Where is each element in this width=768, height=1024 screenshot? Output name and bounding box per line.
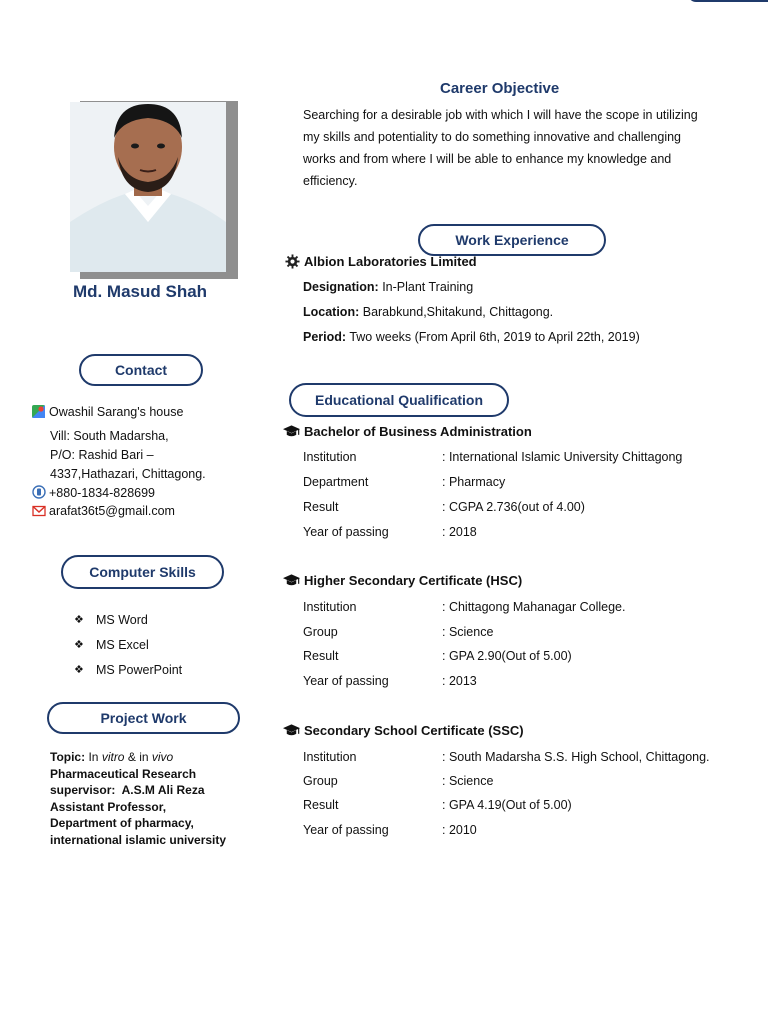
contact-house: Owashil Sarang's house (49, 405, 184, 419)
education-row-label: Result (303, 649, 339, 663)
education-row-value: : 2013 (442, 674, 477, 688)
education-row-label: Result (303, 798, 339, 812)
education-row-value: : South Madarsha S.S. High School, Chittagong. (442, 750, 710, 764)
education-row-label: Result (303, 500, 339, 514)
career-objective-text (303, 104, 733, 192)
contact-po: P/O: Rashid Bari – (50, 448, 154, 462)
profile-name: Md. Masud Shah (72, 282, 208, 301)
education-title: Bachelor of Business Administration (304, 424, 532, 439)
email-icon (32, 505, 45, 518)
contact-email-row (32, 504, 175, 518)
project-details (50, 749, 250, 848)
project-line: Department of pharmacy, (50, 816, 194, 830)
corner-tab (688, 0, 768, 2)
computer-skills-heading: Computer Skills (61, 555, 224, 589)
education-title-row (283, 424, 532, 439)
project-line: Pharmaceutical Research (50, 766, 197, 781)
bullet-icon: ❖ (74, 639, 84, 651)
education-row-label: Department (303, 475, 369, 489)
education-row-label: Institution (303, 600, 357, 614)
work-experience-heading: Work Experience (418, 224, 606, 256)
education-title: Higher Secondary Certificate (HSC) (304, 573, 523, 588)
contact-postcode: 4337,Hathazari, Chittagong. (50, 467, 206, 481)
skills-list (74, 607, 182, 682)
career-line: works and from where I will be able to enhance my knowledge and (303, 152, 672, 166)
skill-label: MS PowerPoint (96, 662, 183, 677)
education-row-value: : 2010 (442, 823, 477, 837)
education-row-label: Year of passing (303, 823, 389, 837)
education-row-value: : Chittagong Mahanagar College. (442, 600, 626, 614)
career-line: efficiency. (303, 174, 358, 188)
career-line: my skills and potentiality to do something innovative and challenging (303, 130, 682, 144)
contact-phone: +880-1834-828699 (49, 486, 155, 500)
education-title-row (283, 573, 522, 588)
education-row-label: Group (303, 625, 338, 639)
education-row-label: Institution (303, 450, 357, 464)
contact-phone-row (32, 485, 155, 500)
education-row-value: : Science (442, 625, 494, 639)
project-topic: Topic: In vitro & in vivo (50, 750, 174, 764)
project-line: Assistant Professor, (50, 799, 167, 814)
skill-item (74, 632, 182, 657)
education-row-value: : Pharmacy (442, 475, 506, 489)
map-pin-icon (32, 405, 45, 418)
bullet-icon: ❖ (74, 614, 84, 626)
education-title-row (283, 723, 524, 738)
education-row-label: Year of passing (303, 674, 389, 688)
education-row-value: : Science (442, 774, 494, 788)
profile-photo (70, 102, 226, 272)
skill-item (74, 657, 182, 682)
work-company: Albion Laboratories Limited (304, 254, 477, 269)
career-line: Searching for a desirable job with which I will have the scope in utilizing (303, 108, 698, 122)
education-title: Secondary School Certificate (SSC) (304, 723, 524, 738)
education-row-label: Group (303, 774, 338, 788)
skill-item (74, 607, 182, 632)
work-company-row (285, 254, 477, 269)
education-row-label: Institution (303, 750, 357, 764)
gear-icon (285, 254, 300, 269)
work-location: Location: Barabkund,Shitakund, Chittagong. (303, 305, 554, 319)
education-heading: Educational Qualification (289, 383, 509, 417)
graduation-cap-icon (283, 574, 300, 588)
phone-icon (32, 485, 45, 498)
education-row-label: Year of passing (303, 525, 389, 539)
contact-house-row (32, 405, 183, 419)
work-period: Period: Two weeks (From April 6th, 2019 to April 22th, 2019) (303, 330, 640, 344)
bullet-icon: ❖ (74, 664, 84, 676)
career-objective-heading: Career Objective (440, 80, 560, 97)
contact-vill: Vill: South Madarsha, (50, 429, 169, 443)
education-row-value: : GPA 4.19(Out of 5.00) (442, 798, 572, 812)
education-row-value: : GPA 2.90(Out of 5.00) (442, 649, 572, 663)
skill-label: MS Word (96, 612, 148, 627)
project-line: international islamic university (50, 832, 227, 847)
work-designation: Designation: In-Plant Training (303, 280, 474, 294)
education-row-value: : International Islamic University Chittagong (442, 450, 683, 464)
education-row-value: : 2018 (442, 525, 477, 539)
contact-email[interactable]: arafat36t5@gmail.com (49, 504, 175, 518)
graduation-cap-icon (283, 724, 300, 738)
graduation-cap-icon (283, 425, 300, 439)
contact-heading: Contact (79, 354, 203, 386)
skill-label: MS Excel (96, 637, 149, 652)
project-work-heading: Project Work (47, 702, 240, 734)
education-row-value: : CGPA 2.736(out of 4.00) (442, 500, 585, 514)
project-supervisor: supervisor: A.S.M Ali Reza (50, 783, 205, 797)
